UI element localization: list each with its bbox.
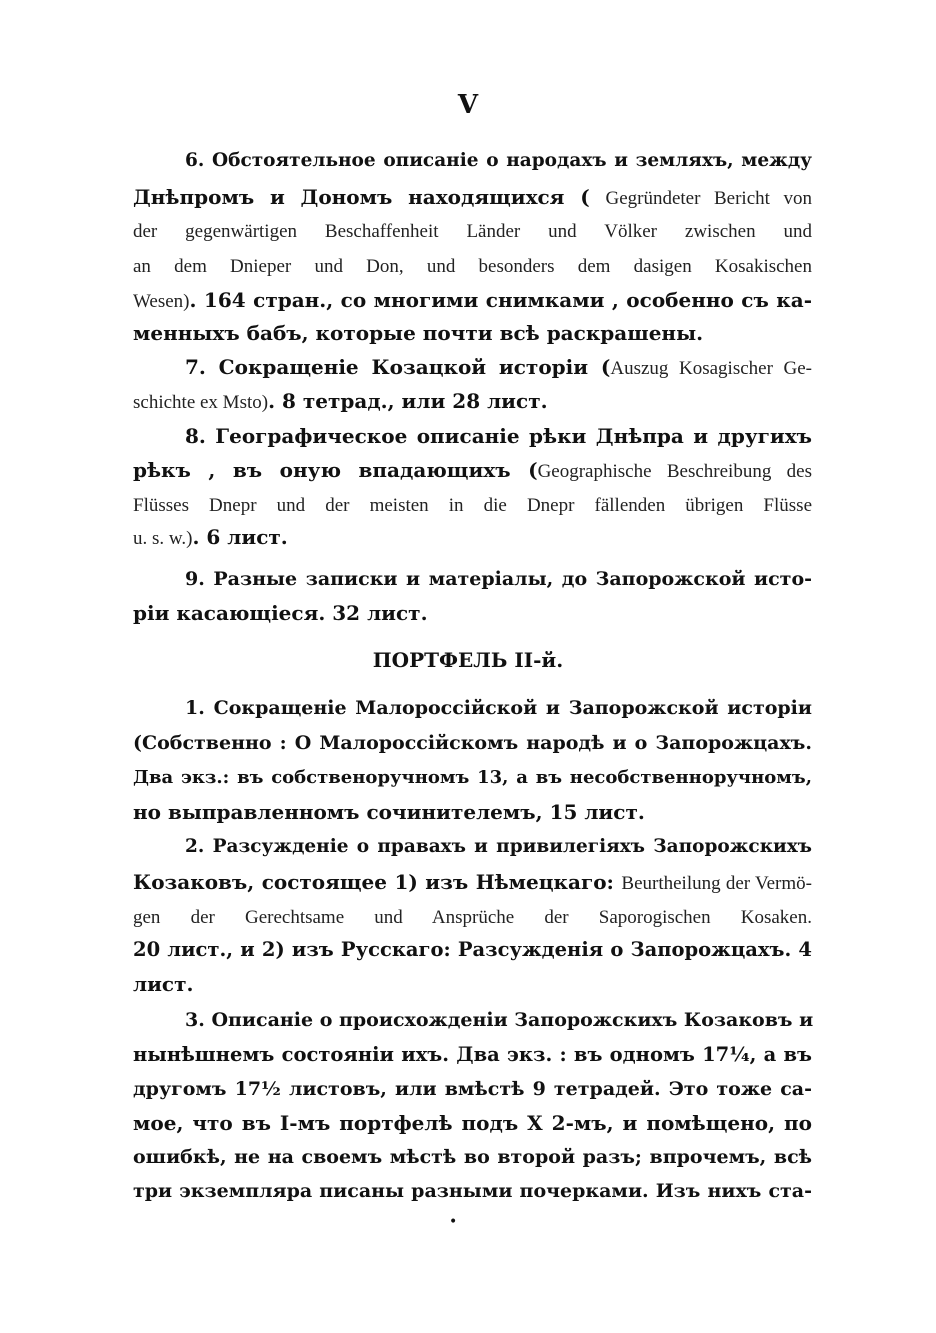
text-line	[185, 352, 812, 384]
item-7-details: . 8 тетрад., или 28 лист.	[268, 389, 548, 413]
text-line	[133, 867, 812, 899]
text-line	[133, 1040, 812, 1070]
german-title: schichte ex Msto)	[133, 392, 269, 413]
text-line	[133, 901, 812, 933]
text-line	[185, 421, 812, 451]
item-3-text: другомъ 17½ листовъ, или вмѣстѣ 9 тетрадей. Это тоже са-	[133, 1078, 812, 1100]
text-line	[133, 763, 812, 793]
item-3-text: три экземпляра писаны разными почерками. Изъ нихъ ста-	[133, 1180, 812, 1202]
item-6-details: . 164 стран., со многими снимками , особенно съ ка-	[189, 288, 812, 312]
text-line	[133, 250, 812, 282]
item-3-title: 3. Описаніе о происхожденіи Запорожскихъ Козаковъ и	[185, 1009, 814, 1031]
item-2-title: 2. Разсужденіе о правахъ и привилегіяхъ Запорожскихъ	[185, 836, 812, 857]
item-7-title: 7. Сокращеніе Козацкой исторіи (	[185, 355, 611, 379]
item-2-text: Козаковъ, состоящее 1) изъ Нѣмецкаго:	[133, 870, 622, 894]
item-2-text: 20 лист., и 2) изъ Русскаго: Разсужденія о Запорожцахъ. 4	[133, 938, 812, 961]
page-mark: •	[449, 1214, 458, 1230]
german-title: Geographische Beschreibung des	[537, 461, 812, 482]
text-line	[185, 564, 812, 594]
text-line	[133, 215, 812, 247]
german-title: Wesen)	[133, 291, 190, 312]
text-line	[133, 1142, 812, 1172]
german-title: Flüsses Dnepr und der meisten in die Dnepr fällenden übrigen Flüsse	[133, 495, 812, 516]
text-line	[133, 1074, 812, 1104]
text-line	[133, 1176, 812, 1206]
item-6-title-cont: Днѣпромъ и Дономъ находящихся (	[133, 185, 606, 209]
item-8-details: . 6 лист.	[192, 525, 288, 549]
german-title: Beurtheilung der Vermö-	[621, 873, 812, 894]
german-title: u. s. w.)	[133, 528, 193, 549]
text-line	[133, 969, 812, 999]
text-line	[133, 285, 812, 317]
text-line	[133, 522, 812, 554]
item-1-text: но выправленномъ сочинителемъ, 15 лист.	[133, 800, 645, 824]
item-9-title-cont: ріи касающіеся. 32 лист.	[133, 601, 428, 625]
item-3-text: нынѣшнемъ состояніи ихъ. Два экз. : въ одномъ 17¼, а въ	[133, 1043, 812, 1066]
item-1-title: 1. Сокращеніе Малороссійской и Запорожской исторіи	[185, 697, 812, 719]
item-8-title-cont: рѣкъ , въ оную впадающихъ (	[133, 458, 538, 482]
item-8-title: 8. Географическое описаніе рѣки Днѣпра и другихъ	[185, 424, 812, 448]
german-title: gen der Gerechtsame und Ansprüche der Saporogischen Kosaken.	[133, 907, 812, 928]
text-line	[133, 728, 812, 758]
item-1-text: Два экз.: въ собственоручномъ 13, а въ несобственноручномъ,	[133, 767, 812, 788]
text-line	[133, 1108, 812, 1138]
text-line	[133, 598, 812, 628]
text-line	[133, 797, 812, 827]
item-9-title: 9. Разные записки и матеріалы, до Запорожской исто-	[185, 568, 812, 590]
item-3-text: мое, что въ I-мъ портфелѣ подъ X 2-мъ, и помѣщено, по	[133, 1111, 812, 1135]
item-2-text: лист.	[133, 972, 194, 996]
section-heading: ПОРТФЕЛЬ II-й.	[372, 648, 564, 672]
text-line	[185, 832, 812, 862]
item-6-title: 6. Обстоятельное описаніе о народахъ и земляхъ, между	[185, 150, 812, 171]
german-title: Auszug Kosagischer Ge-	[610, 358, 812, 379]
text-line	[133, 489, 812, 521]
german-title: an dem Dnieper und Don, und besonders dem dasigen Kosakischen	[133, 256, 812, 277]
text-line	[133, 386, 812, 418]
german-title: Gegründeter Bericht von	[605, 188, 812, 209]
german-title: der gegenwärtigen Beschaffenheit Länder und Völker zwischen und	[133, 221, 812, 242]
item-6-details-cont: менныхъ бабъ, которые почти всѣ раскрашены.	[133, 321, 704, 345]
text-line	[185, 146, 812, 176]
text-line	[133, 455, 812, 487]
page-folio: V	[457, 90, 479, 120]
text-line	[185, 1005, 812, 1035]
item-1-text: (Собственно : О Малороссійскомъ народѣ и о Запорожцахъ.	[133, 732, 812, 754]
text-line	[133, 182, 812, 214]
text-line	[185, 693, 812, 723]
text-line	[133, 935, 812, 965]
item-3-text: ошибкѣ, не на своемъ мѣстѣ во второй разъ; впрочемъ, всѣ	[133, 1146, 812, 1168]
text-line	[133, 318, 812, 348]
